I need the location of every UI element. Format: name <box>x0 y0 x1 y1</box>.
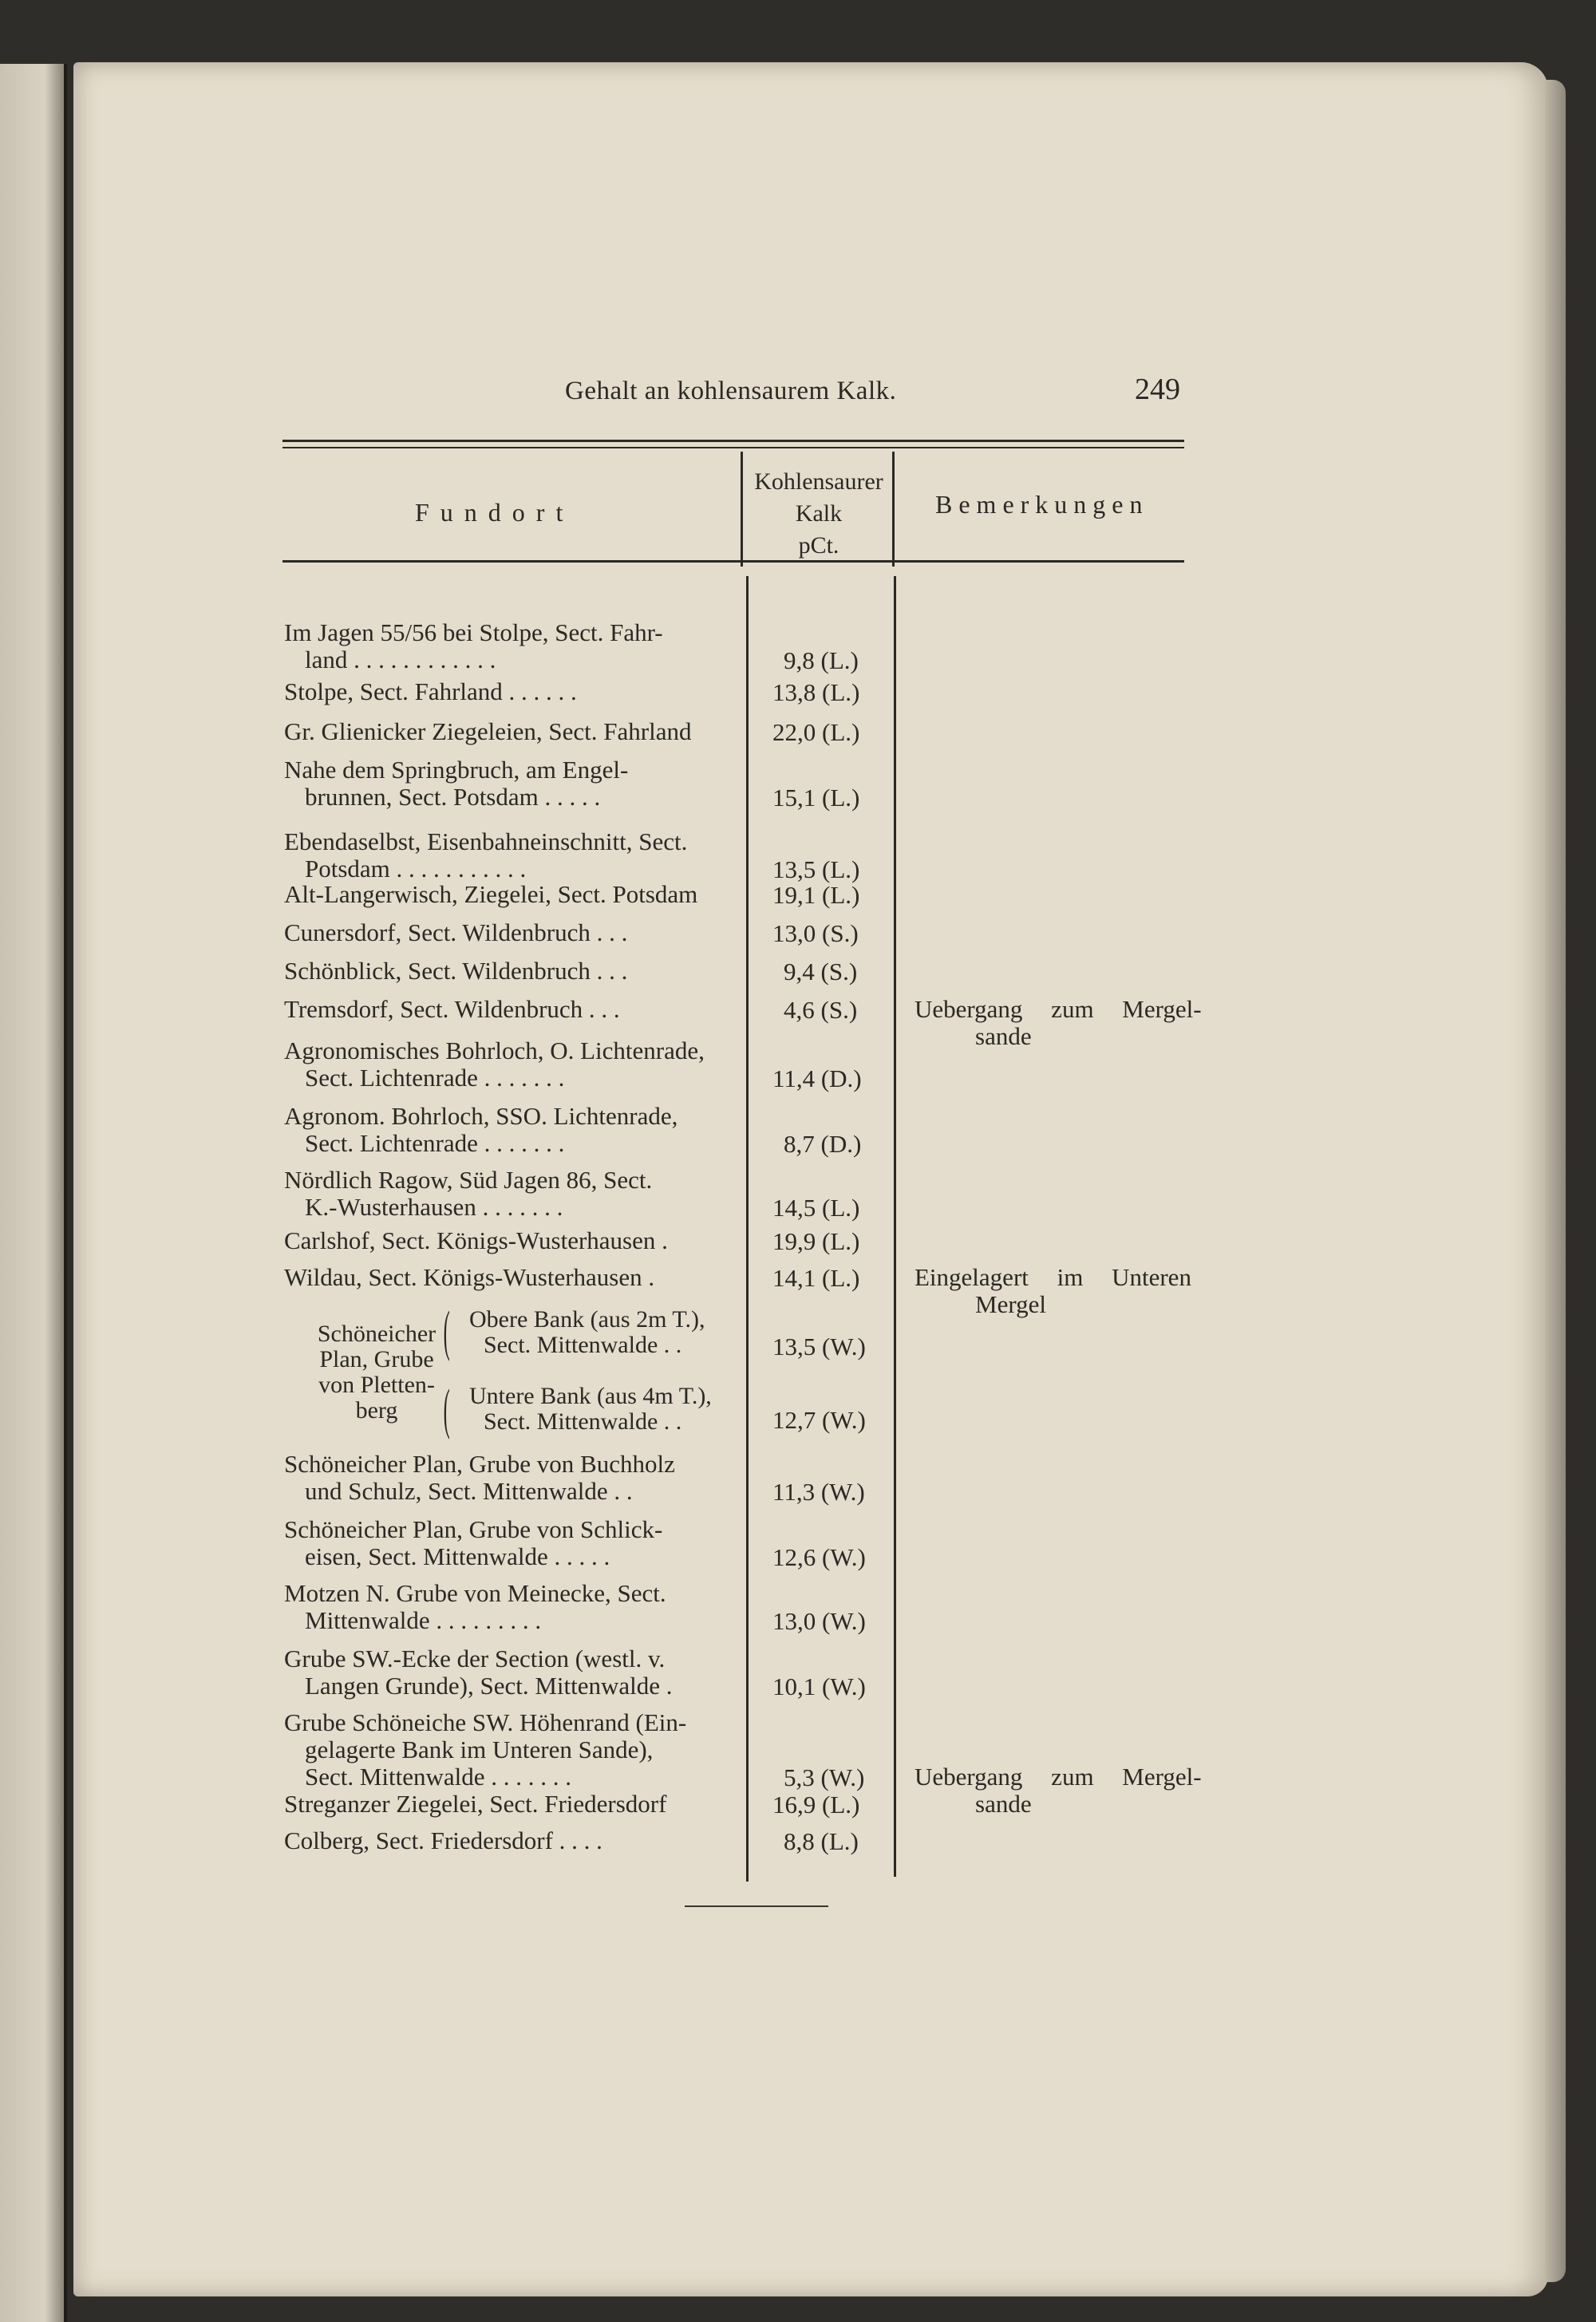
fundort-cell <box>284 718 731 745</box>
fundort-line: Mittenwalde . . . . . . . . . <box>305 1606 542 1634</box>
fundort-line: Grube SW.-Ecke der Section (westl. v. <box>284 1645 666 1672</box>
kalk-value: 8,7 (D.) <box>784 1130 862 1158</box>
fundort-line: Schönblick, Sect. Wildenbruch . . . <box>284 957 628 985</box>
fundort-line: Sect. Mittenwalde . . . . . . . <box>305 1763 572 1791</box>
header-bemerkungen: Bemerkungen <box>935 490 1149 519</box>
fundort-cell <box>284 1645 731 1700</box>
fundort-line: Alt-Langerwisch, Ziegelei, Sect. Potsdam <box>284 880 698 908</box>
fundort-line: Langen Grunde), Sect. Mittenwalde . <box>305 1672 673 1700</box>
fundort-cell <box>284 958 731 985</box>
bracket-outer-label <box>297 1321 456 1424</box>
fundort-cell <box>284 1827 731 1854</box>
fundort-cell <box>284 1167 731 1221</box>
fundort-line: und Schulz, Sect. Mittenwalde . . <box>305 1477 633 1505</box>
fundort-line: Sect. Lichtenrade . . . . . . . <box>305 1129 565 1157</box>
header-kalk-line2: Kalk <box>795 500 843 527</box>
fundort-line: Schöneicher Plan, Grube von Buchholz <box>284 1450 675 1478</box>
bracket-outer-line: von Pletten- <box>318 1372 435 1398</box>
bracket-inner-line: Untere Bank (aus 4m T.), <box>469 1383 712 1409</box>
fundort-cell <box>284 1791 731 1818</box>
kalk-value: 9,4 (S.) <box>784 958 858 985</box>
fundort-cell <box>284 678 731 705</box>
page-stack-edge <box>1545 80 1566 2282</box>
fundort-line: Cunersdorf, Sect. Wildenbruch . . . <box>284 918 628 946</box>
fundort-cell <box>284 756 731 811</box>
remark-cell <box>915 1763 1218 1818</box>
fundort-line: Streganzer Ziegelei, Sect. Friedersdorf <box>284 1790 667 1818</box>
remark-cell <box>915 1264 1218 1318</box>
kalk-value: 15,1 (L.) <box>772 784 860 812</box>
fundort-cell <box>284 828 731 883</box>
kalk-value: 13,8 (L.) <box>772 678 860 706</box>
fundort-cell <box>284 619 731 673</box>
fundort-cell <box>284 1227 731 1254</box>
fundort-cell <box>284 1709 731 1791</box>
fundort-line: K.-Wusterhausen . . . . . . . <box>305 1193 563 1221</box>
kalk-value: 8,8 (L.) <box>784 1827 859 1855</box>
header-divider-1 <box>741 452 743 567</box>
bracket-outer-line: berg <box>355 1397 398 1424</box>
kalk-value: 13,5 (L.) <box>772 855 860 883</box>
fundort-line: brunnen, Sect. Potsdam . . . . . <box>305 783 601 811</box>
bracket-inner-line: Obere Bank (aus 2m T.), <box>469 1306 705 1333</box>
left-brace: ( <box>443 1379 450 1440</box>
remark-line: Uebergang zum Mergel- <box>915 995 1202 1023</box>
fundort-cell <box>284 1580 731 1634</box>
bracket-outer-line: Schöneicher <box>317 1321 437 1347</box>
left-brace: ( <box>443 1301 450 1362</box>
column-divider-1 <box>746 576 749 1882</box>
fundort-line: Ebendaselbst, Eisenbahneinschnitt, Sect. <box>284 827 688 855</box>
remark-line: Mergel <box>975 1290 1046 1318</box>
bracket-group <box>297 1301 744 1441</box>
kalk-value: 5,3 (W.) <box>784 1763 865 1791</box>
fundort-line: Nördlich Ragow, Süd Jagen 86, Sect. <box>284 1166 653 1194</box>
remark-line: sande <box>975 1022 1032 1050</box>
remark-cell <box>915 996 1218 1050</box>
kalk-value: 12,6 (W.) <box>772 1543 866 1571</box>
header-kalk-line1: Kohlensaurer <box>754 468 883 495</box>
fundort-line: Agronomisches Bohrloch, O. Lichtenrade, <box>284 1037 705 1064</box>
fundort-cell <box>284 1451 731 1505</box>
bracket-inner-lower <box>455 1384 726 1435</box>
fundort-line: Im Jagen 55/56 bei Stolpe, Sect. Fahr- <box>284 618 663 646</box>
bracket-inner-line: Sect. Mittenwalde . . <box>484 1408 682 1435</box>
kalk-value: 10,1 (W.) <box>772 1672 866 1700</box>
fundort-line: Nahe dem Springbruch, am Engel- <box>284 756 629 784</box>
fundort-cell <box>284 1516 731 1570</box>
fundort-line: Tremsdorf, Sect. Wildenbruch . . . <box>284 995 620 1023</box>
kalk-value: 11,3 (W.) <box>772 1478 865 1506</box>
fundort-line: eisen, Sect. Mittenwalde . . . . . <box>305 1542 610 1570</box>
table-top-rule <box>282 440 1184 442</box>
kalk-value: 22,0 (L.) <box>772 718 860 746</box>
fundort-line: Grube Schöneiche SW. Höhenrand (Ein- <box>284 1708 687 1736</box>
kalk-value: 4,6 (S.) <box>784 996 858 1024</box>
bracket-outer-line: Plan, Grube <box>319 1346 434 1372</box>
fundort-line: Carlshof, Sect. Königs-Wusterhausen . <box>284 1226 668 1254</box>
kalk-value: 11,4 (D.) <box>772 1064 862 1092</box>
fundort-line: Colberg, Sect. Friedersdorf . . . . <box>284 1826 602 1854</box>
fundort-cell <box>284 881 731 908</box>
fundort-cell <box>284 1264 731 1291</box>
kalk-value: 14,5 (L.) <box>772 1194 860 1222</box>
end-rule <box>685 1905 828 1907</box>
kalk-value: 13,5 (W.) <box>772 1333 866 1360</box>
kalk-value: 13,0 (W.) <box>772 1607 866 1635</box>
header-divider-2 <box>892 452 895 567</box>
running-head: Gehalt an kohlensaurem Kalk. <box>565 377 897 405</box>
bracket-inner-upper <box>455 1307 726 1358</box>
header-fundort: Fundort <box>415 498 575 527</box>
table-top-rule-thin <box>282 447 1184 448</box>
fundort-cell <box>284 1103 731 1157</box>
fundort-line: Gr. Glienicker Ziegeleien, Sect. Fahrland <box>284 717 692 745</box>
kalk-value: 19,1 (L.) <box>772 881 860 909</box>
fundort-line: Wildau, Sect. Königs-Wusterhausen . <box>284 1263 655 1291</box>
kalk-value: 13,0 (S.) <box>772 919 859 947</box>
kalk-value: 14,1 (L.) <box>772 1264 860 1292</box>
fundort-line: Sect. Lichtenrade . . . . . . . <box>305 1064 565 1092</box>
kalk-value: 19,9 (L.) <box>772 1227 860 1255</box>
header-kalk <box>745 466 892 562</box>
fundort-line: Agronom. Bohrloch, SSO. Lichtenrade, <box>284 1102 678 1130</box>
remark-line: sande <box>975 1790 1032 1818</box>
remark-line: Uebergang zum Mergel- <box>915 1763 1202 1791</box>
fundort-line: Potsdam . . . . . . . . . . . <box>305 855 527 883</box>
kalk-value: 12,7 (W.) <box>772 1406 866 1434</box>
header-kalk-line3: pCt. <box>798 532 839 559</box>
header-bottom-rule <box>282 560 1184 563</box>
remark-line: Eingelagert im Unteren <box>915 1263 1191 1291</box>
fundort-cell <box>284 919 731 946</box>
kalk-value: 16,9 (L.) <box>772 1791 860 1819</box>
fundort-line: gelagerte Bank im Unteren Sande), <box>305 1736 654 1763</box>
kalk-value: 9,8 (L.) <box>784 646 859 674</box>
fundort-line: Motzen N. Grube von Meinecke, Sect. <box>284 1579 666 1607</box>
fundort-line: Stolpe, Sect. Fahrland . . . . . . <box>284 677 577 705</box>
fundort-line: land . . . . . . . . . . . . <box>305 646 496 673</box>
bracket-inner-line: Sect. Mittenwalde . . <box>484 1332 682 1358</box>
page-number: 249 <box>1135 373 1180 406</box>
fundort-cell <box>284 1037 731 1092</box>
fundort-line: Schöneicher Plan, Grube von Schlick- <box>284 1515 663 1543</box>
previous-page-edge <box>0 64 67 2322</box>
fundort-cell <box>284 996 731 1023</box>
